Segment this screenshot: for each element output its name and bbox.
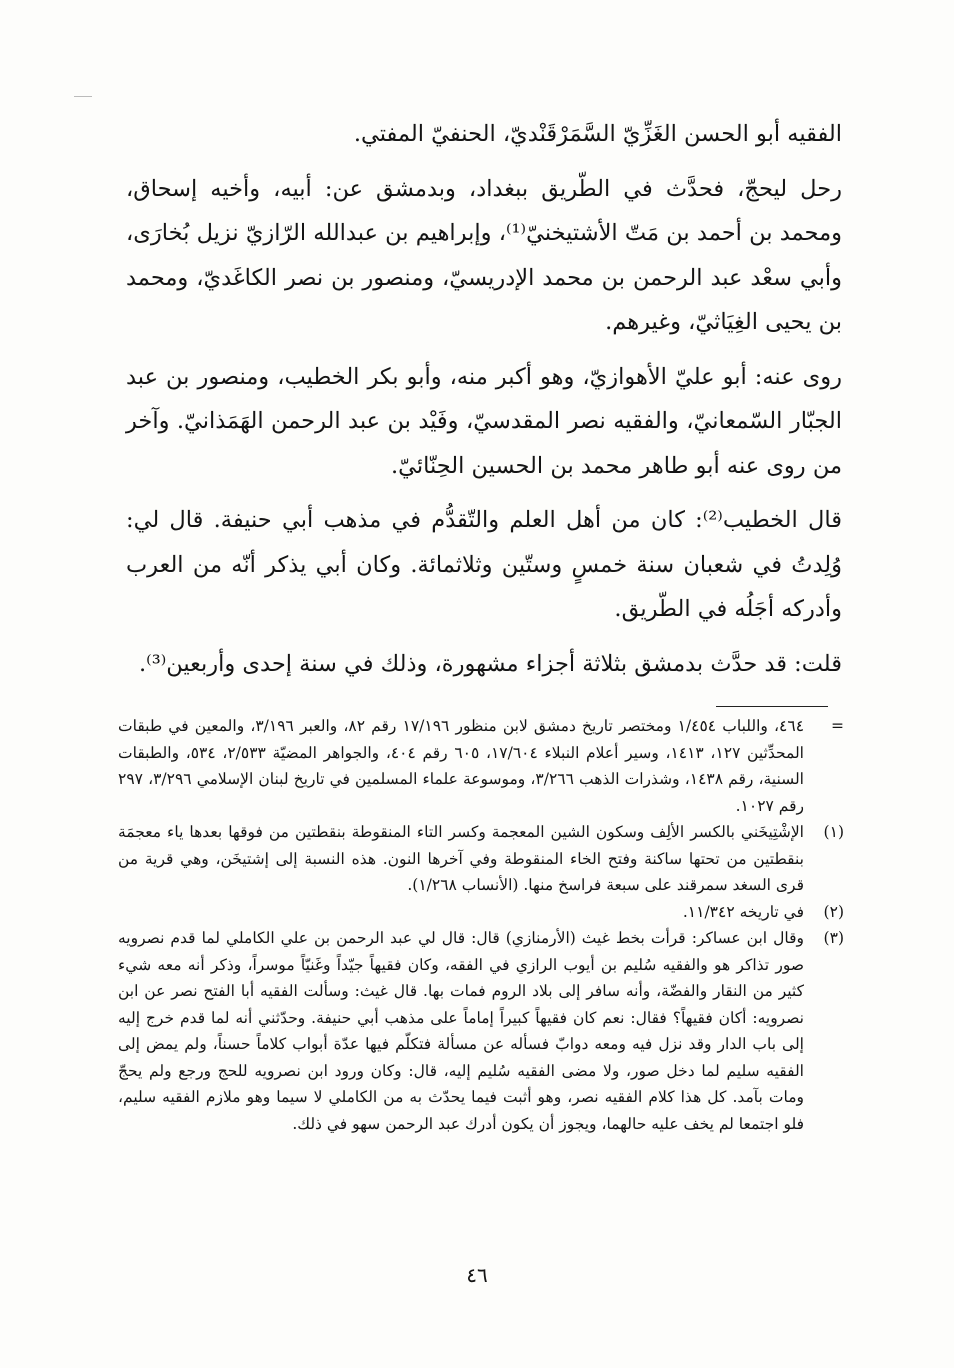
footnote-separator bbox=[716, 706, 828, 707]
footnote-text: في تاريخه ١١/٣٤٢. bbox=[682, 902, 804, 921]
footnotes bbox=[118, 713, 844, 1137]
paragraph-4: قال الخطيب⁽²⁾: كان من أهل العلم والتّقدُّم في مذهب أبي حنيفة. قال لي: وُلِدتُ في شعبان سنة خمسٍ وستّين وثلاثمائة. وكان أبي يذكر أنّه من العرب وأدركه أجَلُه في الطّريق. bbox=[126, 507, 842, 622]
paragraph-1: الفقيه أبو الحسن الغَزِّيّ السَّمَرْقَنْديّ، الحنفيّ المفتي. bbox=[353, 121, 842, 147]
footnote-1 bbox=[118, 819, 844, 899]
footnote-text: وقال ابن عساكر: قرأت بخط غيث (الأرمنازي) قال: قال لي عبد الرحمن بن علي الكاملي لما قدم نصرويه صور تذاكر هو والفقيه سُليم بن أيوب الرازي في الفقه، وكان فقيهاً جيّداً وغَنيّاً موسراً، وذكر أنه معه شيء كثير من النقار والفضّة، وأنه سافر إلى بلاد الروم فمات بها. قال غيث: وسألت الفقيه أبا الفتح نصر عن ابن نصرويه: أكان فقيهاً؟ فقال: نعم كان فقيهاً كبيراً إماماً على مذهب أبي حنيفة. وحدّثني أنه لما قدم خرج إليه إلى باب الدار وقد نزل فيه ومعه دوابّ فسأله عن مسألة فتكلّم فيها عدّة أبواب كلاماً حسناً، ولم يمض إلى الفقيه سليم لما دخل صور، ولا مضى الفقيه سُليم إليه، قال: وكان ورود ابن نصرويه للحج ورجع ولم يحجّ ومات بآمد. كل هذا كلام الفقيه نصر، وهو أثبت فيما يحدّث به من الكاملي لا سيما وهو ملازم الفقيه سليم، فلو اجتمعا لم يخف عليه حالهما، ويجوز أن يكون أدرك عبد الرحمن سهو في ذلك. bbox=[118, 929, 804, 1133]
footnote-marker: (٢) bbox=[823, 902, 844, 921]
paragraph-5: قلت: قد حدَّث بدمشق بثلاثة أجزاء مشهورة، وذلك في سنة إحدى وأربعين⁽³⁾. bbox=[139, 650, 842, 677]
footnote-continued bbox=[118, 713, 844, 819]
footnote-text: الإشْتِيخَني بالكسر الألِف وسكون الشين المعجمة وكسر التاء المنقوطة بنقطتين من فوقها بعدها ياء معجمَة بنقطتين من تحتها ساكنة وفتح الخاء المنقوطة وفي آخرها النون. هذه النسبة إلى إشتيخَن، وهي قرية من قرى السغد سمرقند على سبعة فراسخ منها. (الأنساب ١/٢٦٨). bbox=[118, 823, 804, 894]
main-text bbox=[126, 112, 842, 696]
footnote-marker: = bbox=[831, 717, 844, 735]
footnote-marker: (٣) bbox=[823, 929, 844, 947]
scan-mark bbox=[74, 96, 92, 97]
footnote-2 bbox=[118, 899, 844, 926]
footnote-text: ٤٦٤، واللباب ١/٤٥٤ ومختصر تاريخ دمشق لابن منظور ١٧/١٩٦ رقم ٨٢، والعبر ٣/١٩٦، والمعين في طبقات المحدِّثين ١٢٧، ١٤١٣، وسير أعلام النبلاء ١٧/٦٠٤، ٦٠٥ رقم ٤٠٤، والجواهر المضيّة ٢/٥٣٣، ٥٣٤، والطبقات السنية، رقم ١٤٣٨، وشذرات الذهب ٣/٢٦٦، وموسوعة علماء المسلمين في تاريخ لبنان الإسلامي ٣/٢٩٦، ٢٩٧ رقم ١٠٢٧. bbox=[118, 717, 805, 815]
footnote-marker: (١) bbox=[823, 823, 844, 841]
paragraph-3: روى عنه: أبو عليّ الأهوازيّ، وهو أكبر منه، وأبو بكر الخطيب، ومنصور بن عبد الجبّار السّمعانيّ، والفقيه نصر المقدسيّ، وفَيْد بن عبد الرحمن الهَمَذانيّ. وآخر من روى عنه أبو طاهر محمد بن الحسين الحِنّائيّ. bbox=[126, 363, 842, 479]
page-number: ٤٦ bbox=[466, 1263, 488, 1287]
footnote-3 bbox=[118, 925, 844, 1137]
paragraph-2: رحل ليحجّ، فحدَّث في الطّريق ببغداد، وبدمشق عن: أبيه، وأخيه إسحاق، ومحمد بن أحمد بن مَتّ الأشتيخنيّ⁽¹⁾، وإبراهيم بن عبدالله الرّازيّ نزيل بُخارَى، وأبي سعْد عبد الرحمن بن محمد الإدريسيّ، ومنصور بن نصر الكاغَديّ، ومحمد بن يحيى الغِيَاثيّ، وغيرهم. bbox=[126, 175, 842, 335]
